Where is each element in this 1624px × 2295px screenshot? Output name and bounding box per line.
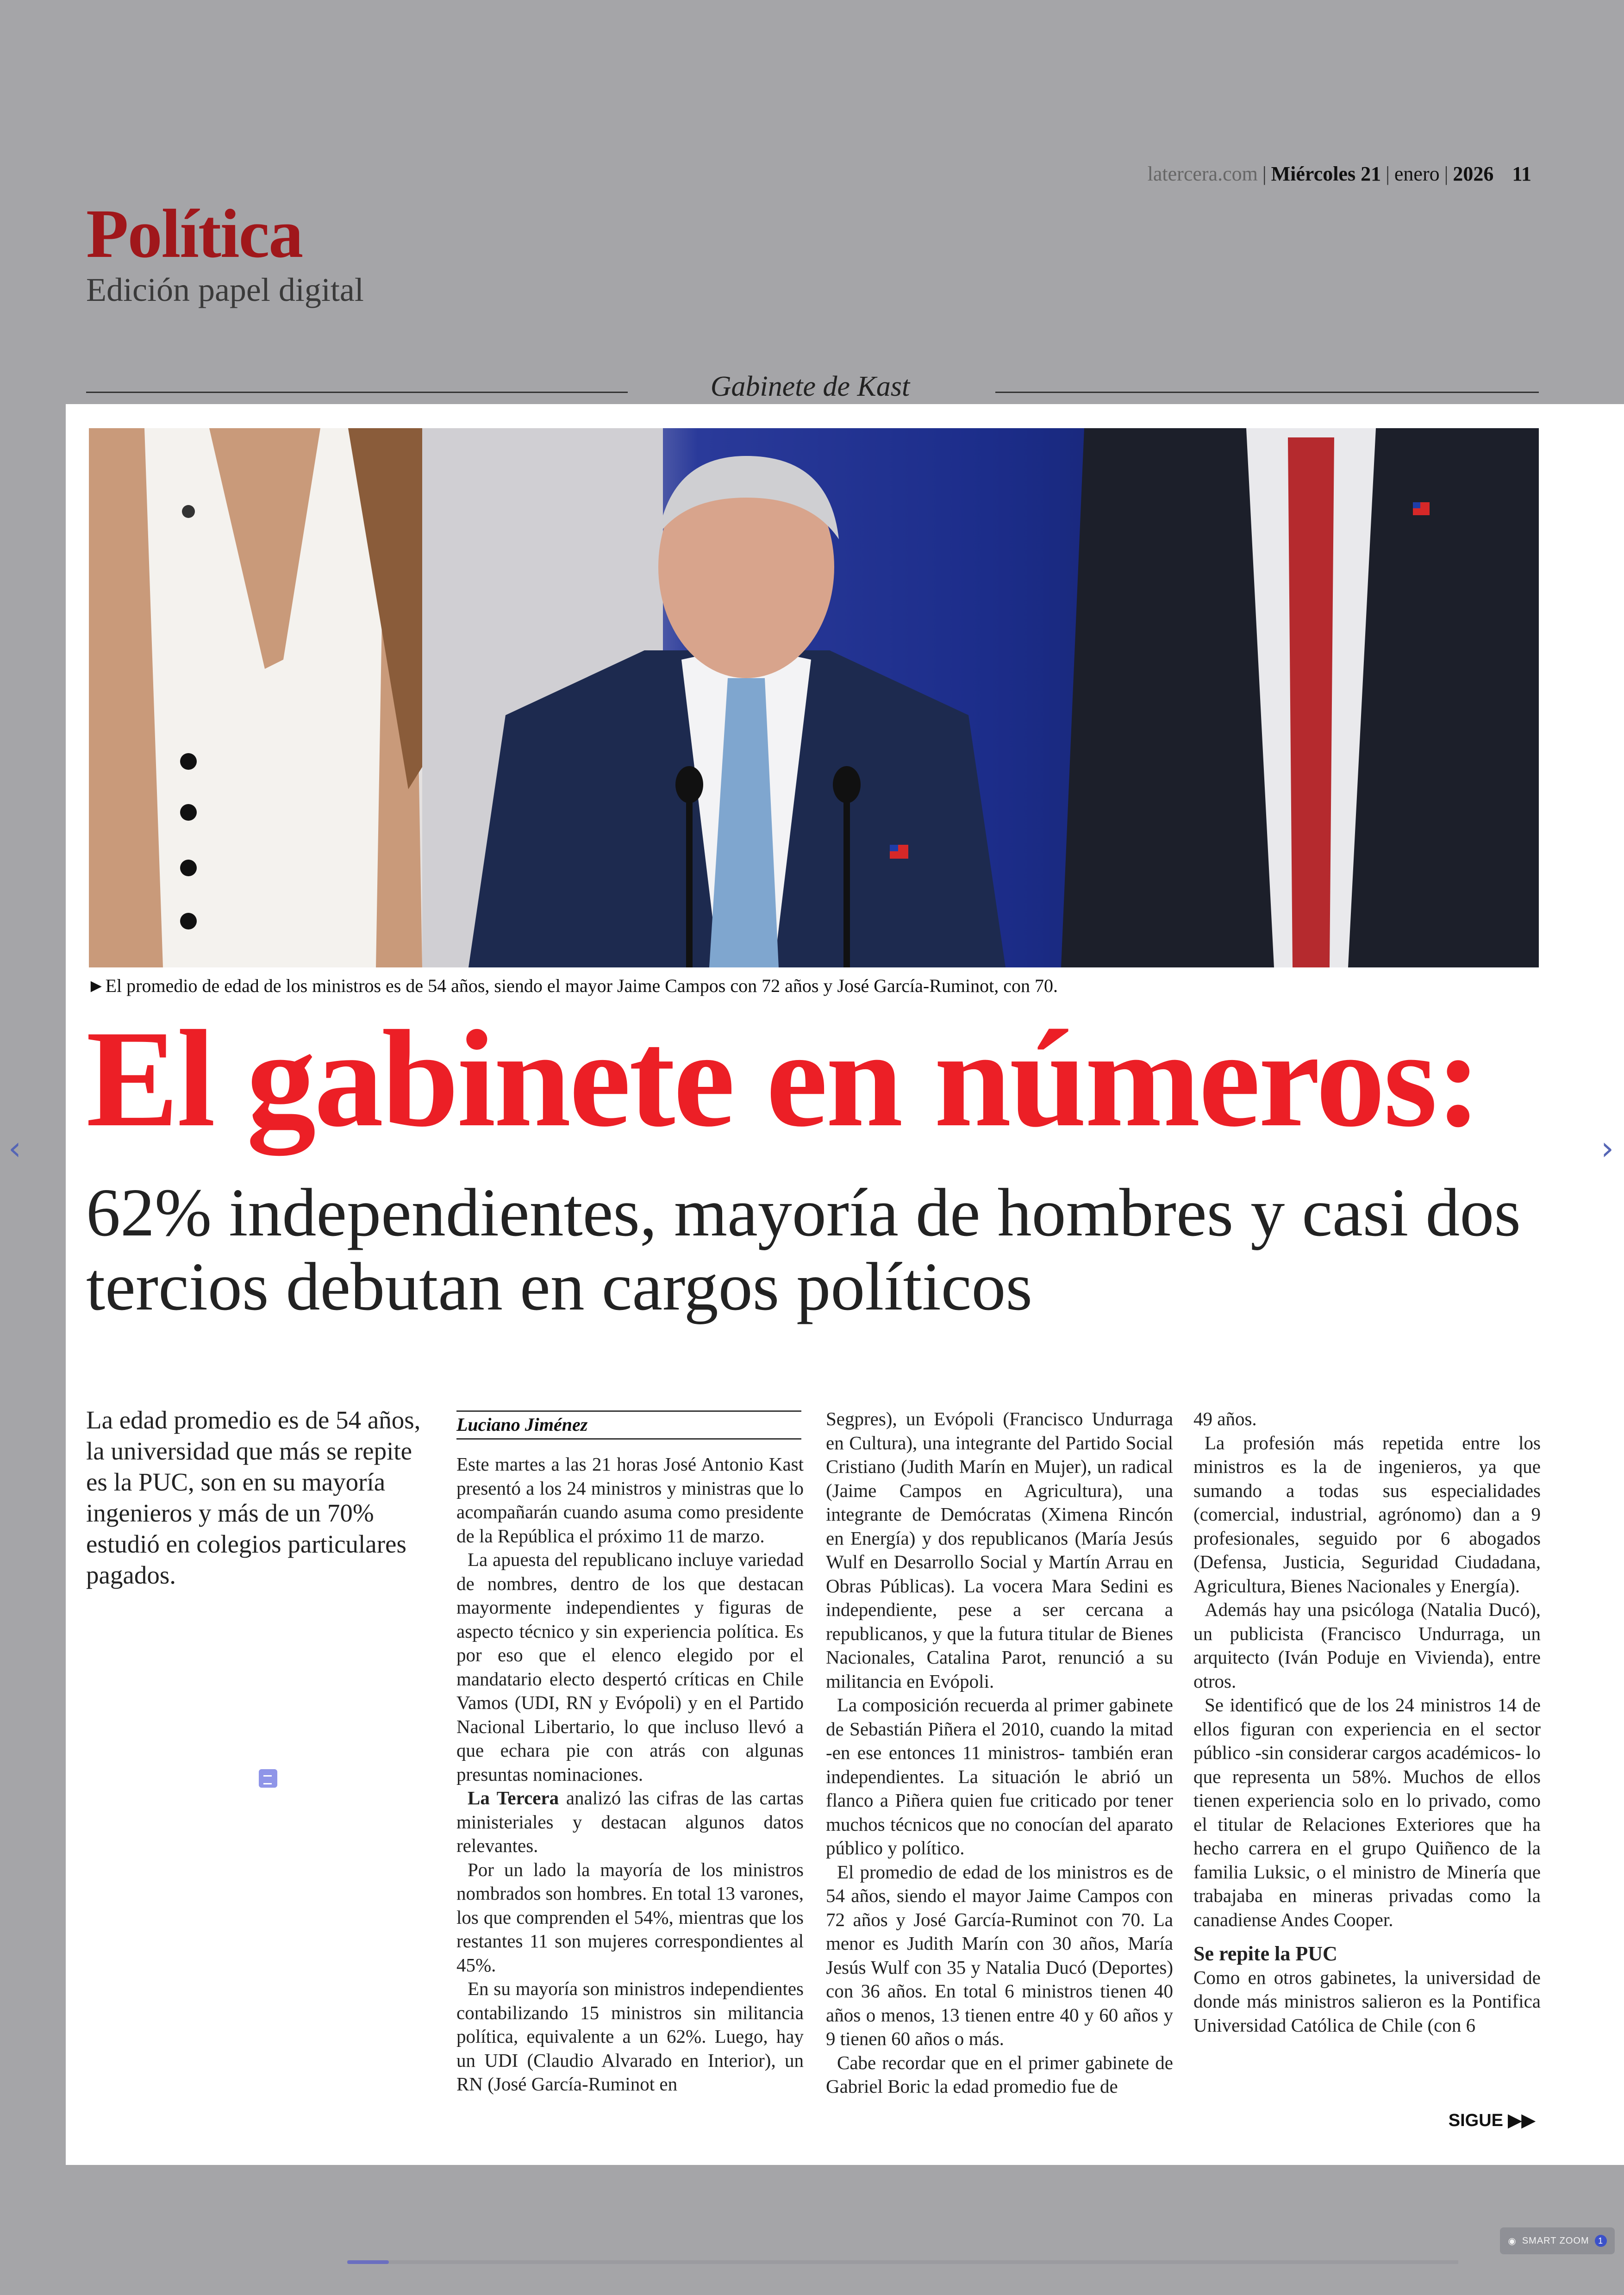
smart-zoom-label: SMART ZOOM [1522,2235,1589,2246]
paragraph: Por un lado la mayoría de los ministros nombrados son hombres. En total 13 varones, los que comprenden el 54%, mientras que los restantes 11 son mujeres correspondientes al 45%. [456,1858,804,1976]
page-progress-fill [347,2260,389,2264]
photo-illustration [89,428,1539,967]
paragraph: El promedio de edad de los ministros es de 54 años, siendo el mayor Jaime Campos con 72 años y José García-Ruminot con 70. La menor es Judith Marín con 30 años, María Jesús Wulf con 35 y Natalia Ducó (Deportes) con 36 años. En total 6 ministros tienen 40 años o menos, 13 tienen entre 40 y 60 años y 9 tienen 60 años o más. [826,1861,1173,2049]
chevron-left-icon[interactable]: ‹ [8,1129,21,1167]
byline-rule [456,1410,801,1412]
paragraph: La composición recuerda al primer gabinete de Sebastián Piñera el 2010, cuando la mitad -en ese entonces 11 ministros- también eran independientes. La situación le abrió un flanco a Piñera quien fue criticado por tener muchos técnicos que no conocían del aparato público y político. [826,1694,1173,1858]
smart-zoom-button[interactable] [1500,2227,1615,2254]
paragraph: Este martes a las 21 horas José Antonio Kast presentó a los 24 ministros y ministras que lo acompañarán cuando asuma como presidente de la República el próximo 11 de marzo. [456,1453,804,1547]
paragraph: La profesión más repetida entre los ministros es la de ingenieros, ya que sumando a todas sus especialidades (comercial, industrial, agrónomo) dan a 9 profesionales, seguido por 6 abogados (Defensa, Justicia, Seguridad Ciudadana, Agricultura, Bienes Nacionales y Energía). [1193,1432,1541,1597]
article-subheadline: 62% independientes, mayoría de hombres y casi dos tercios debutan en cargos políticos [86,1175,1521,1325]
paragraph: Segpres), un Evópoli (Francisco Undurraga en Cultura), una integrante del Partido Social Cristiano (Judith Marín en Mujer), un radical (Jaime Campos en Agricultura), una integrante de Demócratas (Ximena Rincón en Energía) y dos republicanos (María Jesús Wulf en Desarrollo Social y Martín Arrau en Obras Públicas). La vocera Mara Sedini es independiente, pese a ser cercana a republicanos, y que la futura titular de Bienes Nacionales, Catalina Parot, renunció a su militancia en Evópoli. [826,1408,1173,1692]
date-year: 2026 [1453,162,1494,185]
paragraph: 49 años. [1193,1408,1257,1429]
article-column-2 [826,1407,1173,2099]
paragraph: Como en otros gabinetes, la universidad de donde más ministros salieron es la Pontifica Universidad Católica de Chile (con 6 [1193,1966,1541,2036]
paragraph: Cabe recordar que en el primer gabinete de Gabriel Boric la edad promedio fue de [826,2052,1173,2097]
notes-icon[interactable] [259,1769,277,1788]
article-photo [89,428,1539,967]
chevron-right-icon[interactable]: › [1601,1129,1614,1167]
article-column-3 [1193,1407,1541,2037]
edition-date-line: latercera.com | Miércoles 21 | enero | 2026 11 [1147,162,1531,185]
photo-caption: ►El promedio de edad de los ministros es de 54 años, siendo el mayor Jaime Campos con 72 años y José García-Ruminot, con 70. [87,975,1058,996]
article-headline: El gabinete en números: [86,1002,1480,1155]
edition-subtitle: Edición papel digital [86,271,364,308]
article-intro: La edad promedio es de 54 años, la universidad que más se repite es la PUC, son en su mayoría ingenieros y más de un 70% estudió en colegios particulares pagados. [86,1406,421,1589]
paragraph: En su mayoría son ministros independientes contabilizando 15 ministros sin militancia política, equivalente a un 62%. Luego, hay un UDI (Claudio Alvarado en Interior), un RN (José García-Ruminot en [456,1978,804,2095]
paragraph: Se identificó que de los 24 ministros 14 de ellos figuran con experiencia en el sector público -sin considerar cargos académicos- lo que representa un 58%. Muchos de ellos tienen experiencia solo en lo privado, como el titular de Relaciones Exteriores que ha hecho carrera en el grupo Quiñenco de la familia Luksic, o el ministro de Minería que trabajaba en mineras privadas como la canadiense Andes Cooper. [1193,1694,1541,1930]
topic-rule-right [995,392,1539,393]
page-progress-track[interactable] [347,2260,1458,2264]
section-title: Política [86,195,303,272]
article-column-1 [456,1453,804,2096]
date-day: Miércoles 21 [1271,162,1381,185]
byline: Luciano Jiménez [456,1414,801,1440]
outlet-name: La Tercera [468,1787,559,1809]
topic-label: Gabinete de Kast [710,371,910,402]
paragraph: La Tercera analizó las cifras de las cartas ministeriales y destacan algunos datos relevantes. [456,1787,804,1856]
eye-icon: ◉ [1508,2236,1517,2246]
paragraph: Además hay una psicóloga (Natalia Ducó), un publicista (Francisco Undurraga, un arquitecto (Iván Poduje en Vivienda), entre otros. [1193,1599,1541,1692]
smart-zoom-badge: 1 [1595,2235,1607,2247]
topic-rule-left [86,392,628,393]
section-subheading: Se repite la PUC [1193,1942,1337,1965]
date-month: enero [1394,162,1440,185]
continue-label: SIGUE ▶▶ [1448,2111,1535,2130]
page-number: 11 [1512,162,1531,185]
paragraph: La apuesta del republicano incluye variedad de nombres, dentro de los que destacan mayormente independientes y figuras de aspecto técnico y sin experiencia política. Es por eso que el elenco elegido por el mandatario electo despertó críticas en Chile Vamos (UDI, RN y Evópoli) y en el Partido Nacional Libertario, lo que incluso llevó a que echara pie con atrás con algunas presuntas nominaciones. [456,1549,804,1785]
site-name: latercera.com [1147,162,1258,185]
